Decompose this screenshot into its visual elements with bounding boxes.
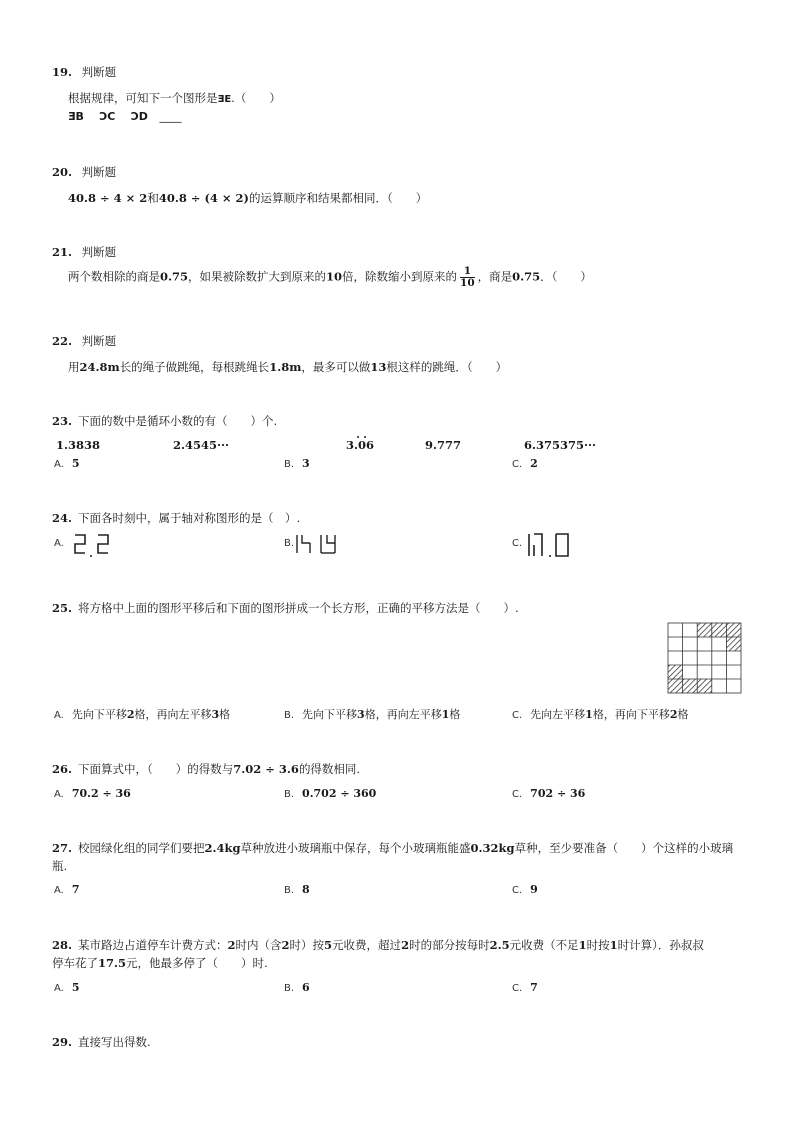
option-text: 格，再向下平移 [592, 708, 670, 721]
q21-text-c: 倍，除数缩小到原来的 [342, 269, 458, 284]
question-number: 29. [52, 1035, 73, 1049]
question-27-line-2: 瓶. [52, 859, 68, 873]
q25-text: 将方格中上面的图形平移后和下面的图形拼成一个长方形，正确的平移方法是（ ）. [78, 601, 519, 615]
option-value: 9 [530, 883, 538, 896]
question-number: 21. [52, 245, 73, 259]
fraction-denominator: 10 [460, 277, 475, 289]
q26-text-a: 下面算式中，（ ）的得数与 [78, 762, 234, 776]
question-24-text [52, 510, 300, 526]
q28-text: 元收费，超过 [332, 938, 402, 952]
question-type: 判断题 [81, 165, 117, 179]
q24-text: 下面各时刻中，属于轴对称图形的是（ ）. [78, 511, 301, 525]
q19-symbol-answer: ƎE [217, 94, 232, 105]
question-22-header [52, 333, 116, 349]
q19-seq-symbol-2: ƆC [99, 110, 116, 123]
question-19-text [68, 90, 281, 106]
option-letter: A. [54, 710, 64, 721]
option-number: 1 [441, 708, 450, 721]
option-letter: B. [284, 710, 295, 721]
question-21-text [68, 266, 592, 289]
option-value: 702 ÷ 36 [530, 787, 586, 800]
q28-text: 时内（含 [235, 938, 282, 952]
q22-val1: 24.8m [79, 360, 120, 374]
q24-option-a[interactable] [54, 536, 72, 549]
option-text: 先向下平移 [71, 708, 127, 721]
q26-option-b[interactable] [284, 787, 376, 800]
q22-text-c: ，最多可以做 [301, 360, 371, 374]
option-value: 7 [530, 981, 538, 994]
q21-text-e: ．（ ） [540, 269, 592, 284]
option-letter: C. [512, 885, 523, 896]
q28-text: 某市路边占道停车计费方式： [78, 938, 228, 952]
q28-option-a[interactable] [54, 981, 80, 994]
q20-text-after: 的运算顺序和结果都相同．（ ） [249, 191, 428, 205]
repeating-dot [364, 436, 366, 438]
q25-grid-figure [667, 622, 743, 694]
option-letter: B. [284, 789, 295, 800]
q26-option-a[interactable] [54, 787, 131, 800]
question-23-text [52, 413, 277, 429]
option-value: 5 [71, 981, 80, 994]
question-number: 19. [52, 65, 73, 79]
option-letter: B. [284, 983, 295, 994]
q24-option-c-digital-time-icon [526, 532, 574, 560]
question-29-text [52, 1034, 151, 1050]
q28-value: 2.5 [489, 938, 510, 952]
question-21-header [52, 244, 116, 260]
option-number: 2 [126, 708, 135, 721]
question-27-line-1 [52, 840, 733, 856]
q19-text-before: 根据规律，可知下一个图形是 [68, 91, 218, 105]
q21-text-a: 两个数相除的商是 [68, 269, 160, 284]
option-letter: B. [284, 538, 295, 549]
q28-value: 2 [281, 938, 290, 952]
option-text: 格 [677, 708, 689, 721]
q23-number-4: 9.777 [425, 438, 462, 452]
question-type: 判断题 [81, 245, 117, 259]
option-letter: A. [54, 538, 64, 549]
q22-val2: 1.8m [269, 360, 302, 374]
option-letter: A. [54, 885, 64, 896]
q23-option-b[interactable] [284, 457, 310, 470]
option-value: 7 [71, 883, 80, 896]
question-28-line-1 [52, 937, 704, 953]
q21-text-d: ，商是 [477, 269, 513, 284]
q23-option-c[interactable] [512, 457, 538, 470]
q23-number-5: 6.375375··· [524, 438, 597, 452]
q26-option-c[interactable] [512, 787, 585, 800]
q23-number-2: 2.4545··· [173, 438, 230, 452]
question-number: 23. [52, 414, 73, 428]
fraction-numerator: 1 [460, 266, 475, 278]
option-letter: B. [284, 885, 295, 896]
grid-shaded-cells [668, 623, 741, 693]
q28-value: 17.5 [98, 956, 127, 970]
q28-text: 停车花了 [52, 956, 98, 970]
q19-seq-symbol-3: ƆD [130, 110, 148, 123]
q28-text: 时按 [586, 938, 610, 952]
q27-option-b[interactable] [284, 883, 310, 896]
option-value: 70.2 ÷ 36 [71, 787, 131, 800]
option-value: 0.702 ÷ 360 [302, 787, 377, 800]
question-number: 22. [52, 334, 73, 348]
option-letter: C. [512, 983, 523, 994]
q23-number-1: 1.3838 [56, 438, 101, 452]
option-value: 3 [302, 457, 310, 470]
option-text: 先向下平移 [302, 708, 358, 721]
q28-value: 2 [401, 938, 410, 952]
question-number: 28. [52, 938, 73, 952]
q24-option-a-digital-time-icon [72, 532, 114, 560]
q27-value: 2.4kg [204, 841, 241, 855]
q21-fraction [460, 266, 475, 289]
question-20-header [52, 164, 116, 180]
q21-val3: 0.75 [512, 269, 541, 284]
q21-val1: 0.75 [160, 269, 189, 284]
q26-expr: 7.02 ÷ 3.6 [233, 762, 299, 776]
question-19-header [52, 64, 116, 80]
q27-value: 0.32kg [470, 841, 515, 855]
q27-option-a[interactable] [54, 883, 80, 896]
q25-option-b[interactable] [284, 706, 460, 722]
q28-option-c[interactable] [512, 981, 538, 994]
option-letter: A. [54, 789, 64, 800]
q19-seq-symbol-1: ƎB [68, 110, 84, 123]
q23-text: 下面的数中是循环小数的有（ ）个. [78, 414, 278, 428]
option-text: 格 [449, 708, 461, 721]
q29-text: 直接写出得数. [78, 1035, 151, 1049]
question-type: 判断题 [81, 65, 117, 79]
option-value: 6 [302, 981, 310, 994]
q28-text: 元，他最多停了（ ）时. [126, 956, 268, 970]
q28-value: 1 [609, 938, 618, 952]
q28-value: 1 [578, 938, 587, 952]
question-number: 27. [52, 841, 73, 855]
question-type: 判断题 [81, 334, 117, 348]
option-text: 格，再向左平移 [134, 708, 212, 721]
question-22-text [68, 359, 507, 375]
q25-option-c[interactable] [512, 706, 688, 722]
q22-val3: 13 [370, 360, 387, 374]
q19-answer-blank: ____ [159, 110, 182, 123]
q27-text: 校园绿化组的同学们要把 [78, 841, 205, 855]
q21-text-b: ，如果被除数扩大到原来的 [188, 269, 327, 284]
option-letter: C. [512, 789, 523, 800]
option-text: 先向左平移 [530, 708, 586, 721]
option-value: 5 [71, 457, 80, 470]
q19-text-after: .（ ） [231, 91, 281, 105]
q25-option-a[interactable] [54, 706, 230, 722]
question-25-text [52, 600, 519, 616]
option-letter: B. [284, 459, 295, 470]
q20-expr2: 40.8 ÷ (4 × 2) [158, 191, 249, 205]
question-number: 20. [52, 165, 73, 179]
option-number: 3 [357, 708, 365, 721]
q28-text: 时）按 [289, 938, 325, 952]
option-value: 8 [302, 883, 310, 896]
q28-value: 2 [227, 938, 236, 952]
q28-text: 时计算）．孙叔叔 [617, 938, 704, 952]
q22-text-b: 长的绳子做跳绳，每根跳绳长 [119, 360, 270, 374]
q28-text: 元收费（不足 [509, 938, 579, 952]
option-number: 2 [669, 708, 678, 721]
question-20-text [68, 190, 427, 206]
q23-number-3: 3.06 [346, 438, 375, 452]
q21-val2: 10 [326, 269, 343, 284]
q22-text-a: 用 [68, 360, 80, 374]
option-text: 格 [219, 708, 231, 721]
q19-sequence [68, 110, 181, 123]
q27-option-c[interactable] [512, 883, 538, 896]
option-text: 格，再向左平移 [364, 708, 442, 721]
q24-option-b-digital-time-icon [294, 532, 346, 558]
option-letter: C. [512, 538, 523, 549]
q26-text-b: 的得数相同. [298, 762, 361, 776]
q28-option-b[interactable] [284, 981, 310, 994]
question-number: 24. [52, 511, 73, 525]
option-letter: A. [54, 459, 64, 470]
question-28-line-2 [52, 955, 268, 971]
question-number: 25. [52, 601, 73, 615]
q23-option-a[interactable] [54, 457, 80, 470]
q27-text: 草种放进小玻璃瓶中保存，每个小玻璃瓶能盛 [240, 841, 471, 855]
option-number: 1 [585, 708, 593, 721]
option-letter: C. [512, 459, 523, 470]
q22-text-d: 根这样的跳绳．（ ） [386, 360, 508, 374]
q20-and: 和 [147, 191, 159, 205]
q27-text: 草种，至少要准备（ ）个这样的小玻璃 [514, 841, 734, 855]
repeating-dot [357, 436, 359, 438]
question-number: 26. [52, 762, 73, 776]
option-letter: C. [512, 710, 523, 721]
q28-value: 5 [324, 938, 333, 952]
q28-text: 时的部分按每时 [409, 938, 490, 952]
option-value: 2 [530, 457, 538, 470]
question-26-text [52, 761, 360, 777]
option-number: 3 [211, 708, 220, 721]
option-letter: A. [54, 983, 64, 994]
q20-expr1: 40.8 ÷ 4 × 2 [68, 191, 148, 205]
